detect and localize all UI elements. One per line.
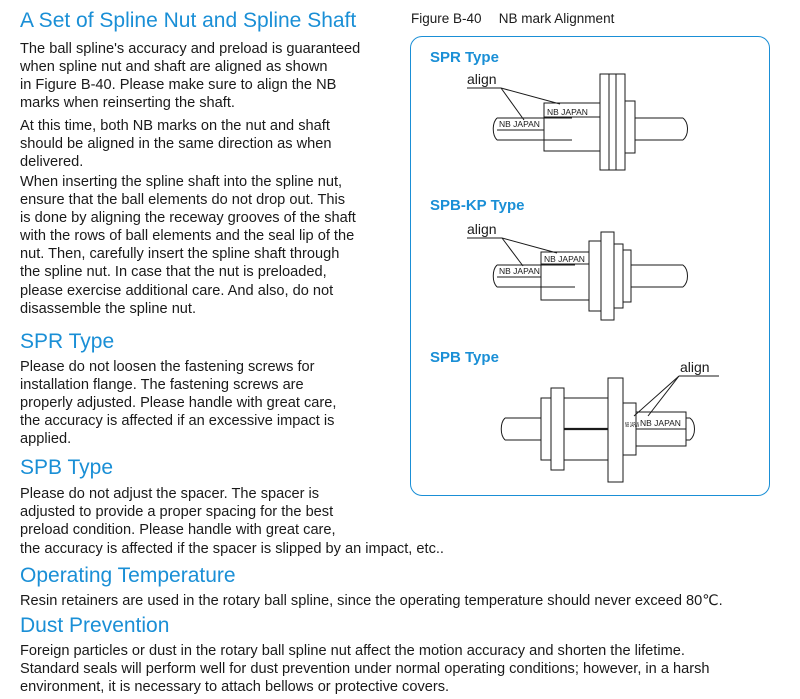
text-line: marks when reinserting the shaft. bbox=[20, 95, 235, 112]
text-line: The ball spline's accuracy and preload is guaranteed bbox=[20, 41, 361, 57]
text-line: disassemble the spline nut. bbox=[20, 300, 197, 317]
text-line: applied. bbox=[20, 431, 72, 448]
text-line: nut. Then, carefully insert the spline shaft through bbox=[20, 246, 340, 263]
text-line: adjusted to provide a proper spacing for the best bbox=[20, 504, 334, 521]
text-line: should be aligned in the same direction as when bbox=[20, 136, 332, 153]
align-label: align bbox=[467, 71, 497, 87]
text-line: properly adjusted. Please handle with great care, bbox=[20, 395, 337, 412]
align-label: align bbox=[467, 221, 497, 237]
section-title-operating-temperature: Operating Temperature bbox=[20, 564, 236, 587]
section-title-spb: SPB Type bbox=[20, 456, 114, 479]
nb-mark-shaft: NB JAPAN bbox=[640, 418, 681, 428]
text-line: ensure that the ball elements do not drop out. This bbox=[20, 192, 346, 209]
nb-mark-nut: NB JAPAN bbox=[547, 107, 588, 117]
nb-mark-shaft: NB JAPAN bbox=[499, 266, 540, 276]
figure-label-spb: SPB Type bbox=[430, 349, 499, 366]
text-line: installation flange. The fastening screws are bbox=[20, 377, 304, 394]
text-line: when spline nut and shaft are aligned as shown bbox=[20, 59, 328, 76]
text-line: delivered. bbox=[20, 154, 84, 171]
figure-label-spr: SPR Type bbox=[430, 49, 499, 66]
text-line: Please do not adjust the spacer. The spacer is bbox=[20, 486, 320, 502]
text-line: is done by aligning the receway grooves of the shaft bbox=[20, 210, 356, 227]
paragraph-operating-temperature: Resin retainers are used in the rotary ball spline, since the operating temperature should never exceed 80℃. bbox=[20, 593, 723, 609]
text-line: in Figure B-40. Please make sure to align the NB bbox=[20, 77, 337, 94]
nb-mark-nut: NB JAPAN bbox=[625, 421, 640, 430]
section-title-spline-set: A Set of Spline Nut and Spline Shaft bbox=[20, 9, 357, 32]
figure-label-spb-kp: SPB-KP Type bbox=[430, 197, 525, 214]
text-line: Foreign particles or dust in the rotary ball spline nut affect the motion accuracy and shorten the lifetime. bbox=[20, 643, 685, 659]
text-line: the accuracy is affected if an excessive impact is bbox=[20, 413, 335, 430]
section-title-dust-prevention: Dust Prevention bbox=[20, 614, 170, 637]
spb-kp-diagram bbox=[467, 232, 688, 320]
text-line: with the rows of ball elements and the seal lip of the bbox=[20, 228, 355, 245]
text-line: the accuracy is affected if the spacer is slipped by an impact, etc.. bbox=[20, 541, 444, 557]
nb-mark-shaft: NB JAPAN bbox=[499, 119, 540, 129]
text-line: Please do not loosen the fastening screws for bbox=[20, 359, 315, 375]
spb-diagram bbox=[501, 376, 719, 482]
text-line: Standard seals will perform well for dust prevention under normal operating conditions; however, in a harsh bbox=[20, 661, 710, 678]
nb-mark-nut: NB JAPAN bbox=[544, 254, 585, 264]
align-label: align bbox=[680, 359, 710, 375]
text-line: please exercise additional care. And also, do not bbox=[20, 282, 334, 299]
text-line: environment, it is necessary to attach bellows or protective covers. bbox=[20, 679, 450, 696]
section-title-spr: SPR Type bbox=[20, 330, 115, 353]
figure-caption: Figure B-40 NB mark Alignment bbox=[411, 11, 615, 26]
text-line: the spline nut. In case that the nut is preloaded, bbox=[20, 264, 327, 281]
text-line: preload condition. Please handle with great care, bbox=[20, 522, 336, 539]
text-line: When inserting the spline shaft into the spline nut, bbox=[20, 174, 343, 190]
text-line: At this time, both NB marks on the nut and shaft bbox=[20, 118, 330, 134]
